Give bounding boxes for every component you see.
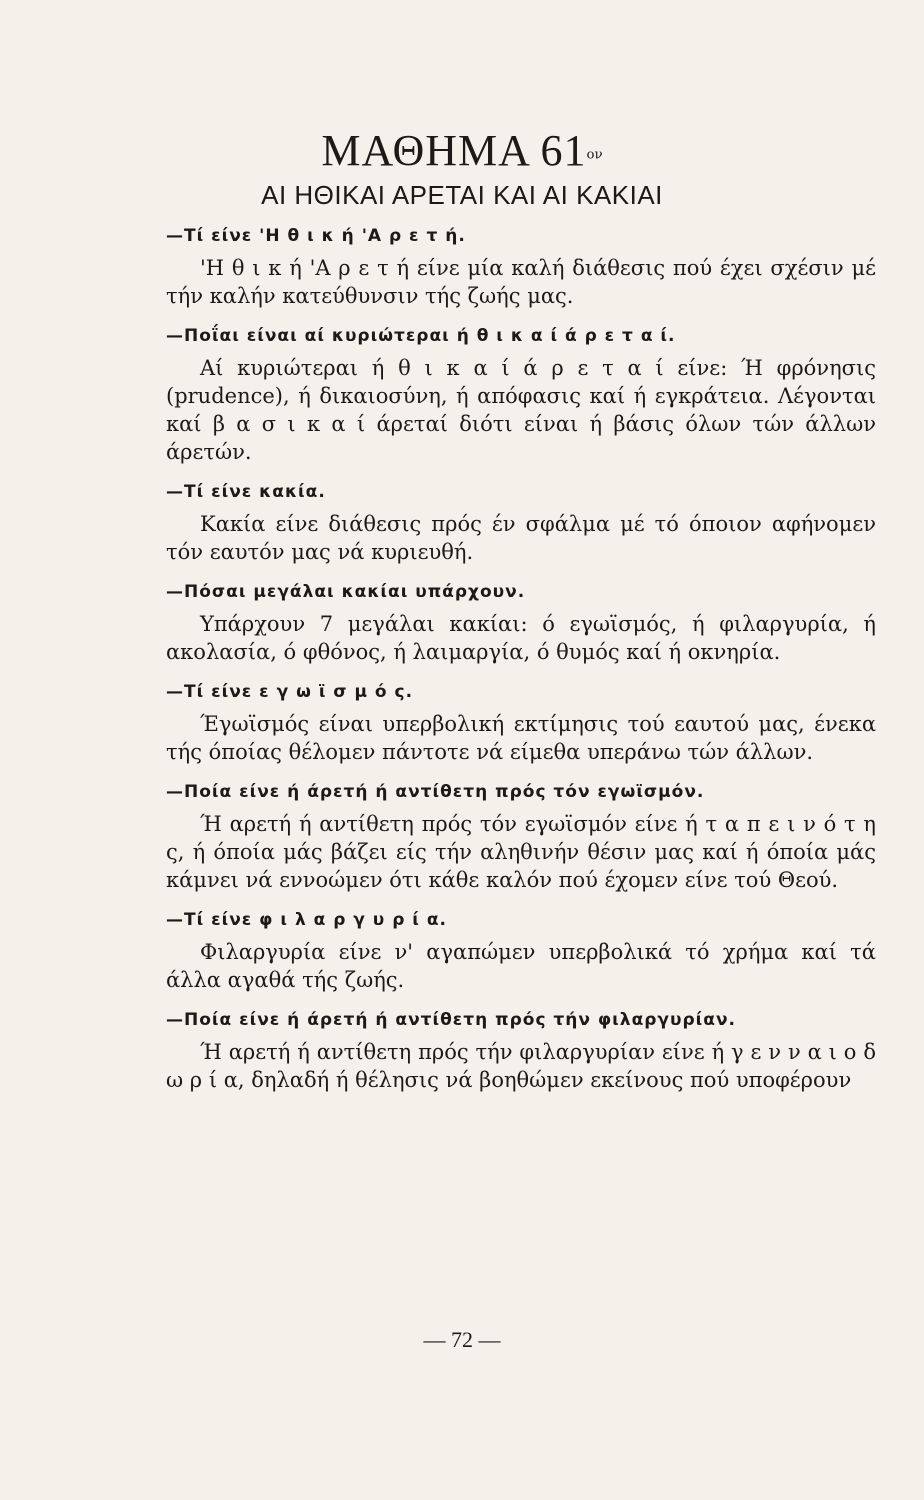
page-number: — 72 —	[423, 1327, 501, 1352]
question-2: —Ποΐαι είναι αί κυριώτεραι ή θ ι κ α ί ά ρ ε τ α ί.	[166, 326, 676, 346]
answer-7: Φιλαργυρία είνε ν' αγαπώμεν υπερβολικά τό χρήμα καί τά άλλα αγαθά τής ζωής.	[166, 940, 876, 992]
answer-5: Έγωϊσμός είναι υπερβολική εκτίμησις τού εαυτού μας, ένεκα τής όποίας θέλομεν πάντοτε νά είμεθα υπεράνω τών άλλων.	[166, 712, 876, 764]
question-3: —Τί είνε κακία.	[166, 482, 326, 502]
question-5: —Τί είνε ε γ ω ϊ σ μ ό ς.	[166, 682, 414, 702]
question-6: —Ποία είνε ή άρετή ή αντίθετη πρός τόν εγωϊσμόν.	[166, 782, 705, 802]
lesson-heading	[0, 125, 924, 176]
lesson-title-suffix: ον	[586, 147, 603, 163]
question-4: —Πόσαι μεγάλαι κακίαι υπάρχουν.	[166, 582, 526, 602]
question-7: —Τί είνε φ ι λ α ρ γ υ ρ ί α.	[166, 910, 447, 930]
answer-1: 'Η θ ι κ ή 'Α ρ ε τ ή είνε μία καλή διάθεσις πού έχει σχέσιν μέ τήν καλήν κατεύθυνσιν τής ζωής μας.	[166, 256, 876, 308]
question-8: —Ποία είνε ή άρετή ή αντίθετη πρός τήν φιλαργυρίαν.	[166, 1010, 736, 1030]
answer-4: Υπάρχουν 7 μεγάλαι κακίαι: ό εγωϊσμός, ή φιλαργυρία, ή ακολασία, ό φθόνος, ή λαιμαργία, ό θυμός καί ή οκνηρία.	[166, 612, 876, 664]
question-1: —Τί είνε 'Η θ ι κ ή 'Α ρ ε τ ή.	[166, 226, 466, 246]
lesson-title: ΜΑΘΗΜΑ 61	[321, 126, 587, 175]
answer-2: Αί κυριώτεραι ή θ ι κ α ί ά ρ ε τ α ί είνε: Ή φρόνησις (prudence), ή δικαιοσύνη, ή απόφασις καί ή εγκράτεια. Λέγονται καί β α σ ι κ α ί άρεταί διότι είναι ή βάσις όλων τών άλλων άρετών.	[166, 356, 876, 464]
lesson-body	[166, 222, 876, 1094]
answer-8: Ή αρετή ή αντίθετη πρός τήν φιλαργυρίαν είνε ή γ ε ν ν α ι ο δ ω ρ ί α, δηλαδή ή θέλησις νά βοηθώμεν εκείνους πού υποφέρουν	[166, 1040, 876, 1092]
lesson-subtitle: ΑΙ ΗΘΙΚΑΙ ΑΡΕΤΑΙ ΚΑΙ ΑΙ ΚΑΚΙΑΙ	[261, 180, 663, 210]
answer-3: Κακία είνε διάθεσις πρός έν σφάλμα μέ τό όποιον αφήνομεν τόν εαυτόν μας νά κυριευθή.	[166, 512, 876, 564]
answer-6: Ή αρετή ή αντίθετη πρός τόν εγωϊσμόν είνε ή τ α π ε ι ν ό τ η ς, ή όποία μάς βάζει είς τήν αληθινήν θέσιν μας καί ή όποία μάς κάμνει νά εννοώμεν ότι κάθε καλόν πού έχομεν είνε τού Θεού.	[166, 812, 876, 892]
